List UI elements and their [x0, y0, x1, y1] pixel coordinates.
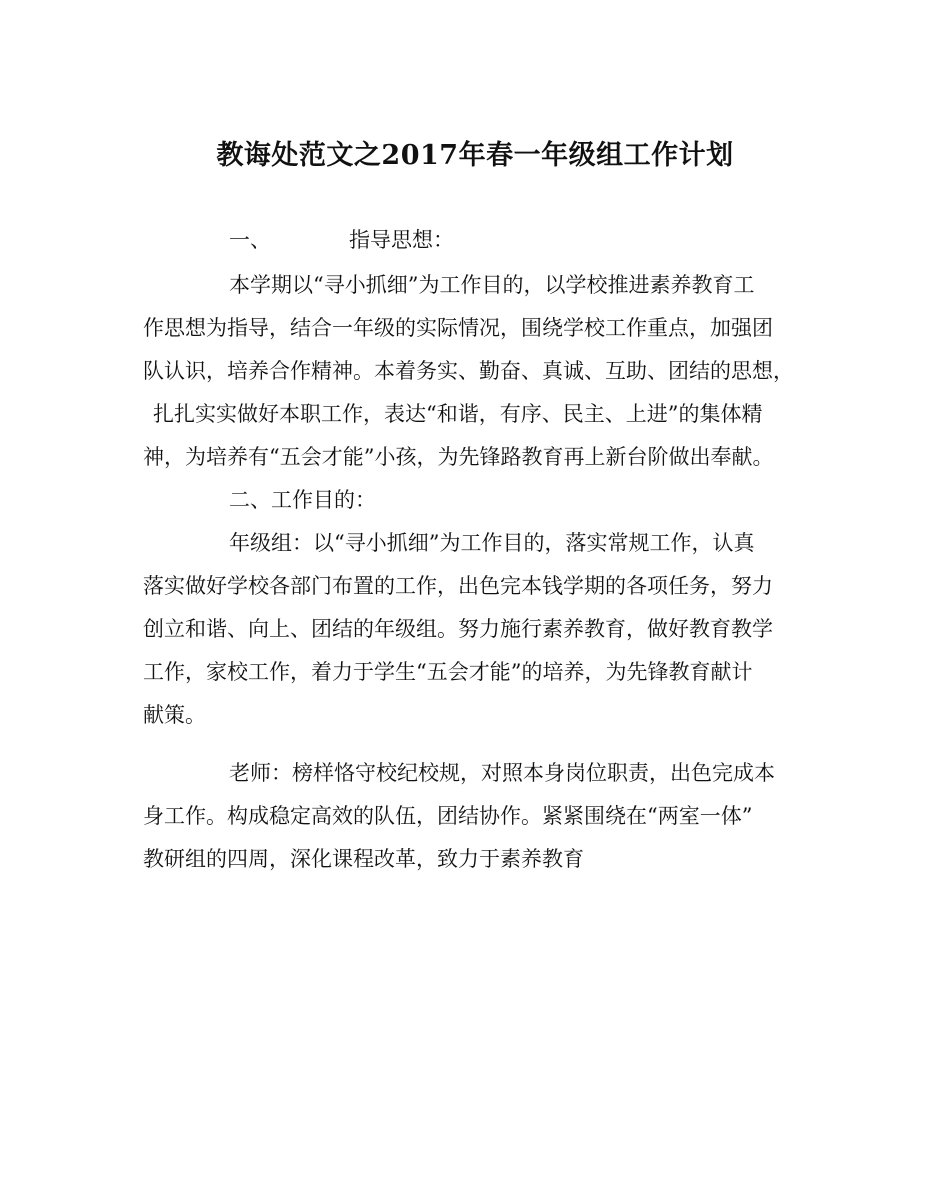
para2-line: 工作，家校工作，着力于学生“五会才能”的培养，为先锋教育献计 — [143, 660, 753, 684]
section1-number: 一、 — [229, 228, 271, 252]
para2-line: 落实做好学校各部门布置的工作，出色完本钱学期的各项任务，努力 — [143, 574, 773, 598]
para2-line: 创立和谐、向上、团结的年级组。努力施行素养教育，做好教育教学 — [143, 617, 773, 641]
para3-line: 教研组的四周，深化课程改革，致力于素养教育 — [143, 847, 584, 871]
section2-heading: 二、工作目的： — [229, 488, 376, 512]
para2-line: 献策。 — [143, 703, 206, 727]
para3-line: 身工作。构成稳定高效的队伍，团结协作。紧紧围绕在“两室一体” — [143, 804, 753, 828]
para1-line: 队认识，培养合作精神。本着务实、勤奋、真诚、互助、团结的思想， — [143, 359, 794, 383]
para3-line: 老师：榜样恪守校纪校规，对照本身岗位职责，出色完成本 — [229, 761, 775, 785]
para2-line: 年级组：以“寻小抓细”为工作目的，落实常规工作，认真 — [229, 531, 755, 555]
para1-line: 作思想为指导，结合一年级的实际情况，围绕学校工作重点，加强团 — [143, 316, 773, 340]
para1-line: 神，为培养有“五会才能”小孩，为先锋路教育再上新台阶做出奉献。 — [143, 445, 774, 469]
document-title: 教诲处范文之2017年春一年级组工作计划 — [216, 140, 734, 171]
section1-heading: 指导思想： — [349, 228, 454, 252]
para1-line: 本学期以“寻小抓细”为工作目的，以学校推进素养教育工 — [229, 273, 755, 297]
para1-line: 扎扎实实做好本职工作，表达“和谐，有序、民主、上进”的集体精 — [153, 402, 763, 426]
